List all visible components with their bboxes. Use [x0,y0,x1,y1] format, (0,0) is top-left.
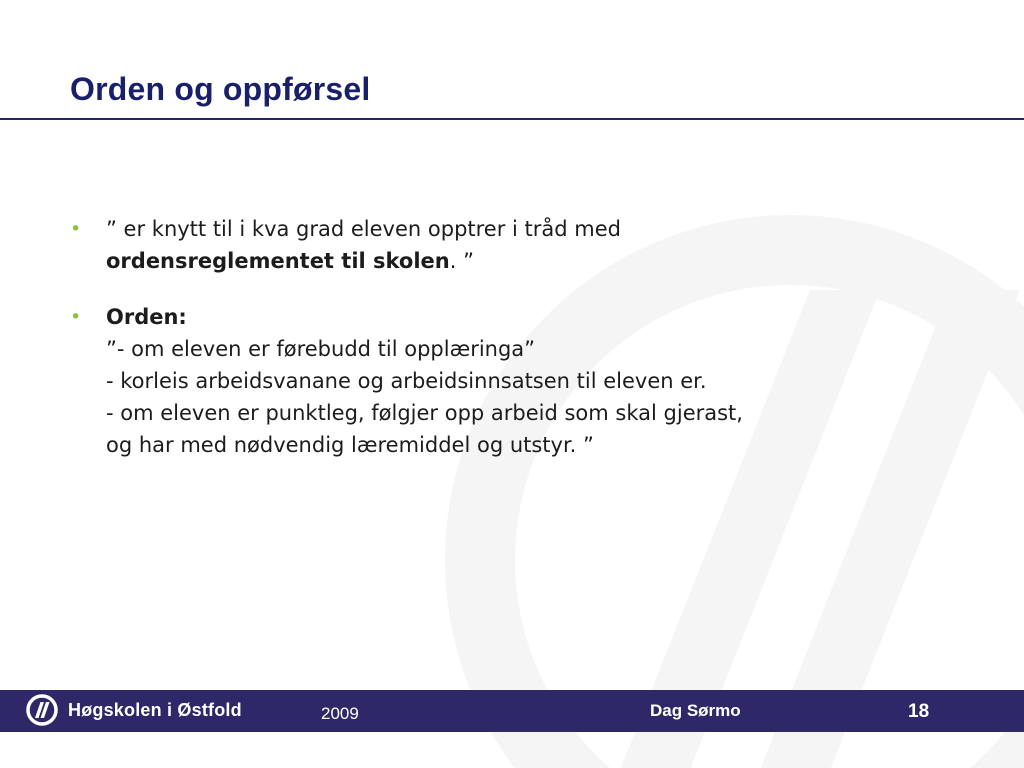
bullet-line: - korleis arbeidsvanane og arbeidsinnsatsen til eleven er. [106,369,707,393]
bullet-dot-icon: • [70,218,82,240]
bullet-text-tail: . ” [449,249,474,273]
footer-bar [0,690,1024,732]
page-number: 18 [908,701,930,722]
bullet-item [68,301,928,461]
slide-title: Orden og oppførsel [70,71,371,107]
hiof-logo-icon [25,693,59,727]
institution-logo [25,693,242,727]
bullet-text: ” er knytt til i kva grad eleven opptrer i tråd med [106,217,621,241]
bullet-line: og har med nødvendig læremiddel og utstyr. ” [106,433,594,457]
logo-text: Høgskolen i Østfold [68,699,242,720]
footer-year: 2009 [321,704,359,723]
title-divider [0,118,1024,120]
bullet-heading: Orden: [106,305,187,329]
footer-author: Dag Sørmo [650,701,741,720]
bullet-emphasis: ordensreglementet til skolen [106,249,450,273]
bullet-line: ”- om eleven er førebudd til opplæringa” [106,337,536,361]
bullet-line: - om eleven er punktleg, følgjer opp arbeid som skal gjerast, [106,401,743,425]
slide-content [68,213,928,461]
bullet-text-line2 [106,245,928,277]
bullet-dot-icon: • [70,306,82,328]
bullet-item [68,213,928,277]
